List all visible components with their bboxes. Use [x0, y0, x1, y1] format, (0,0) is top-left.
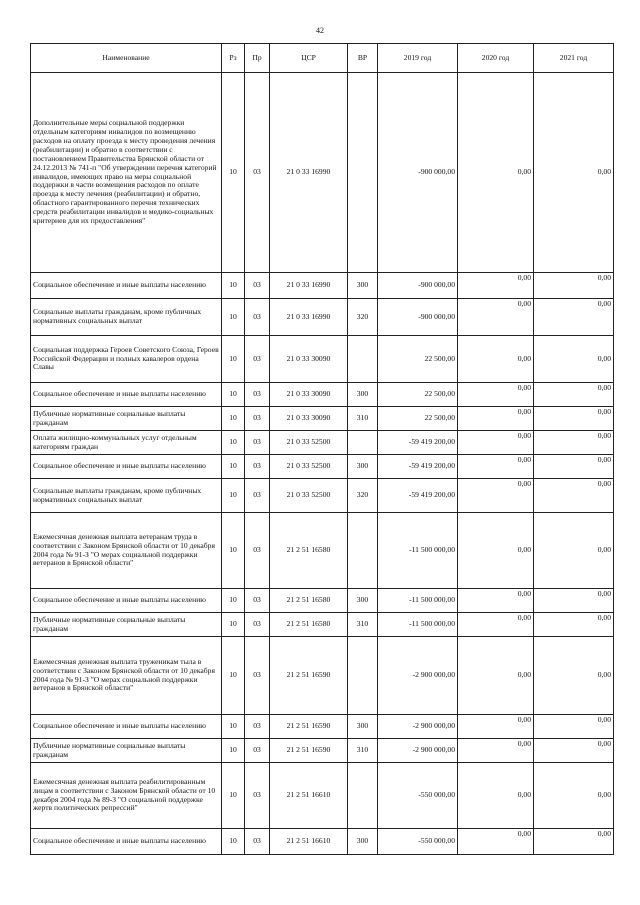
row-2020: 0,00 [458, 407, 534, 431]
row-2020: 0,00 [458, 589, 534, 613]
row-name: Социальное обеспечение и иные выплаты населению [31, 273, 222, 299]
row-2021: 0,00 [534, 637, 614, 715]
row-csr: 21 0 33 30090 [270, 383, 348, 407]
row-name: Социальное обеспечение и иные выплаты населению [31, 715, 222, 739]
row-2019: 22 500,00 [378, 407, 458, 431]
header-2021: 2021 год [534, 44, 614, 73]
row-pr: 03 [245, 273, 270, 299]
row-name: Дополнительные меры социальной поддержки отдельным категориям инвалидов по возмещению расходов на оплату проезда к месту проведения лечения (реабилитации) и обратно в соответствии с постановлением Правительства Брянской области от 24.12.2013 № 741-п "Об утверждении перечня категорий инвалидов, имеющих право на меры социальной поддержки в части возмещения расходов по оплате проезда к месту лечения (реабилитации) и обратно, областного гарантированного перечня технических средств реабилитации инвалидов и медико-социальных критериев для их предоставления" [31, 73, 222, 273]
row-csr: 21 0 33 52500 [270, 431, 348, 455]
row-2019: -11 500 000,00 [378, 513, 458, 589]
row-rz: 10 [222, 431, 245, 455]
row-2020: 0,00 [458, 455, 534, 479]
row-2019: -59 419 200,00 [378, 431, 458, 455]
page-number: 42 [316, 26, 324, 35]
row-name: Публичные нормативные социальные выплаты гражданам [31, 613, 222, 637]
row-pr: 03 [245, 589, 270, 613]
row-pr: 03 [245, 829, 270, 855]
row-vr [348, 73, 378, 273]
row-rz: 10 [222, 299, 245, 336]
row-name: Социальное обеспечение и иные выплаты населению [31, 829, 222, 855]
row-pr: 03 [245, 763, 270, 829]
row-rz: 10 [222, 613, 245, 637]
row-2020: 0,00 [458, 763, 534, 829]
row-vr: 310 [348, 739, 378, 763]
row-2020: 0,00 [458, 637, 534, 715]
row-2020: 0,00 [458, 513, 534, 589]
row-2019: -11 500 000,00 [378, 613, 458, 637]
row-rz: 10 [222, 73, 245, 273]
row-rz: 10 [222, 739, 245, 763]
row-csr: 21 0 33 16990 [270, 73, 348, 273]
row-2020: 0,00 [458, 273, 534, 299]
row-pr: 03 [245, 383, 270, 407]
row-name: Социальная поддержка Героев Советского Союза, Героев Российской Федерации и полных кавалеров ордена Славы [31, 336, 222, 383]
row-vr: 300 [348, 273, 378, 299]
row-vr: 300 [348, 829, 378, 855]
row-2019: -59 419 200,00 [378, 455, 458, 479]
row-2021: 0,00 [534, 589, 614, 613]
row-pr: 03 [245, 407, 270, 431]
row-2019: 22 500,00 [378, 336, 458, 383]
row-vr: 310 [348, 407, 378, 431]
row-csr: 21 0 33 52500 [270, 479, 348, 513]
row-pr: 03 [245, 479, 270, 513]
row-csr: 21 0 33 30090 [270, 407, 348, 431]
row-rz: 10 [222, 829, 245, 855]
row-pr: 03 [245, 431, 270, 455]
row-pr: 03 [245, 715, 270, 739]
row-2020: 0,00 [458, 336, 534, 383]
row-2021: 0,00 [534, 763, 614, 829]
row-2021: 0,00 [534, 829, 614, 855]
header-rz: Рз [222, 44, 245, 73]
row-2019: -900 000,00 [378, 299, 458, 336]
row-2020: 0,00 [458, 613, 534, 637]
row-2021: 0,00 [534, 513, 614, 589]
header-2020: 2020 год [458, 44, 534, 73]
row-2021: 0,00 [534, 73, 614, 273]
row-rz: 10 [222, 513, 245, 589]
row-vr [348, 637, 378, 715]
row-name: Социальные выплаты гражданам, кроме публичных нормативных социальных выплат [31, 299, 222, 336]
row-2021: 0,00 [534, 739, 614, 763]
table-row [31, 513, 614, 589]
row-2019: -2 900 000,00 [378, 637, 458, 715]
budget-table [30, 43, 614, 855]
row-csr: 21 2 51 16580 [270, 589, 348, 613]
table-row [31, 739, 614, 763]
row-2019: -900 000,00 [378, 73, 458, 273]
row-2020: 0,00 [458, 829, 534, 855]
row-vr: 310 [348, 613, 378, 637]
row-vr [348, 431, 378, 455]
table-row [31, 299, 614, 336]
row-2021: 0,00 [534, 336, 614, 383]
header-csr: ЦСР [270, 44, 348, 73]
table-row [31, 589, 614, 613]
row-2021: 0,00 [534, 455, 614, 479]
row-csr: 21 2 51 16610 [270, 763, 348, 829]
row-pr: 03 [245, 739, 270, 763]
row-2021: 0,00 [534, 613, 614, 637]
row-name: Социальное обеспечение и иные выплаты населению [31, 589, 222, 613]
table-row [31, 637, 614, 715]
row-csr: 21 2 51 16590 [270, 715, 348, 739]
header-row [31, 44, 614, 73]
row-2020: 0,00 [458, 479, 534, 513]
row-csr: 21 0 33 52500 [270, 455, 348, 479]
row-pr: 03 [245, 513, 270, 589]
row-name: Публичные нормативные социальные выплаты гражданам [31, 407, 222, 431]
row-2021: 0,00 [534, 273, 614, 299]
table-row [31, 479, 614, 513]
row-csr: 21 0 33 30090 [270, 336, 348, 383]
row-2020: 0,00 [458, 715, 534, 739]
row-name: Публичные нормативные социальные выплаты гражданам [31, 739, 222, 763]
row-2021: 0,00 [534, 479, 614, 513]
table-row [31, 829, 614, 855]
row-csr: 21 2 51 16580 [270, 513, 348, 589]
row-name: Ежемесячная денежная выплата реабилитированным лицам в соответствии с Законом Брянской области от 10 декабря 2004 года № 89-З "О социальной поддержке жертв политических репрессий" [31, 763, 222, 829]
header-pr: Пр [245, 44, 270, 73]
row-rz: 10 [222, 455, 245, 479]
row-csr: 21 0 33 16990 [270, 273, 348, 299]
row-2020: 0,00 [458, 383, 534, 407]
table-row [31, 763, 614, 829]
row-2019: -900 000,00 [378, 273, 458, 299]
row-rz: 10 [222, 637, 245, 715]
row-pr: 03 [245, 455, 270, 479]
row-rz: 10 [222, 715, 245, 739]
table-row [31, 715, 614, 739]
row-vr: 300 [348, 715, 378, 739]
row-rz: 10 [222, 763, 245, 829]
row-2019: -550 000,00 [378, 763, 458, 829]
row-2021: 0,00 [534, 715, 614, 739]
row-csr: 21 2 51 16590 [270, 637, 348, 715]
row-2019: -550 000,00 [378, 829, 458, 855]
row-2019: 22 500,00 [378, 383, 458, 407]
row-vr: 320 [348, 479, 378, 513]
row-rz: 10 [222, 273, 245, 299]
table-row [31, 383, 614, 407]
row-vr: 300 [348, 455, 378, 479]
row-2019: -2 900 000,00 [378, 715, 458, 739]
row-pr: 03 [245, 299, 270, 336]
row-pr: 03 [245, 73, 270, 273]
row-2021: 0,00 [534, 299, 614, 336]
row-2021: 0,00 [534, 431, 614, 455]
row-csr: 21 2 51 16590 [270, 739, 348, 763]
row-vr: 300 [348, 589, 378, 613]
row-csr: 21 2 51 16610 [270, 829, 348, 855]
row-pr: 03 [245, 613, 270, 637]
row-2019: -11 500 000,00 [378, 589, 458, 613]
table-row [31, 407, 614, 431]
row-vr: 320 [348, 299, 378, 336]
table-row [31, 73, 614, 273]
row-pr: 03 [245, 336, 270, 383]
row-name: Социальное обеспечение и иные выплаты населению [31, 383, 222, 407]
table-row [31, 613, 614, 637]
row-2019: -59 419 200,00 [378, 479, 458, 513]
row-rz: 10 [222, 479, 245, 513]
row-csr: 21 2 51 16580 [270, 613, 348, 637]
table-row [31, 336, 614, 383]
row-vr [348, 513, 378, 589]
row-name: Ежемесячная денежная выплата труженикам тыла в соответствии с Законом Брянской области от 10 декабря 2004 года № 91-З "О мерах социальной поддержки ветеранов в Брянской области" [31, 637, 222, 715]
row-pr: 03 [245, 637, 270, 715]
row-2019: -2 900 000,00 [378, 739, 458, 763]
row-name: Оплата жилищно-коммунальных услуг отдельным категориям граждан [31, 431, 222, 455]
row-2020: 0,00 [458, 299, 534, 336]
header-vr: ВР [348, 44, 378, 73]
row-rz: 10 [222, 407, 245, 431]
row-2021: 0,00 [534, 407, 614, 431]
row-name: Социальное обеспечение и иные выплаты населению [31, 455, 222, 479]
table-row [31, 455, 614, 479]
table-row [31, 431, 614, 455]
row-rz: 10 [222, 383, 245, 407]
row-2021: 0,00 [534, 383, 614, 407]
header-name: Наименование [31, 44, 222, 73]
row-2020: 0,00 [458, 431, 534, 455]
table-row [31, 273, 614, 299]
row-2020: 0,00 [458, 73, 534, 273]
row-vr [348, 763, 378, 829]
row-vr [348, 336, 378, 383]
row-csr: 21 0 33 16990 [270, 299, 348, 336]
row-name: Ежемесячная денежная выплата ветеранам труда в соответствии с Законом Брянской области от 10 декабря 2004 года № 91-З "О мерах социальной поддержки ветеранов в Брянской области" [31, 513, 222, 589]
row-rz: 10 [222, 336, 245, 383]
row-name: Социальные выплаты гражданам, кроме публичных нормативных социальных выплат [31, 479, 222, 513]
row-2020: 0,00 [458, 739, 534, 763]
row-vr: 300 [348, 383, 378, 407]
header-2019: 2019 год [378, 44, 458, 73]
row-rz: 10 [222, 589, 245, 613]
